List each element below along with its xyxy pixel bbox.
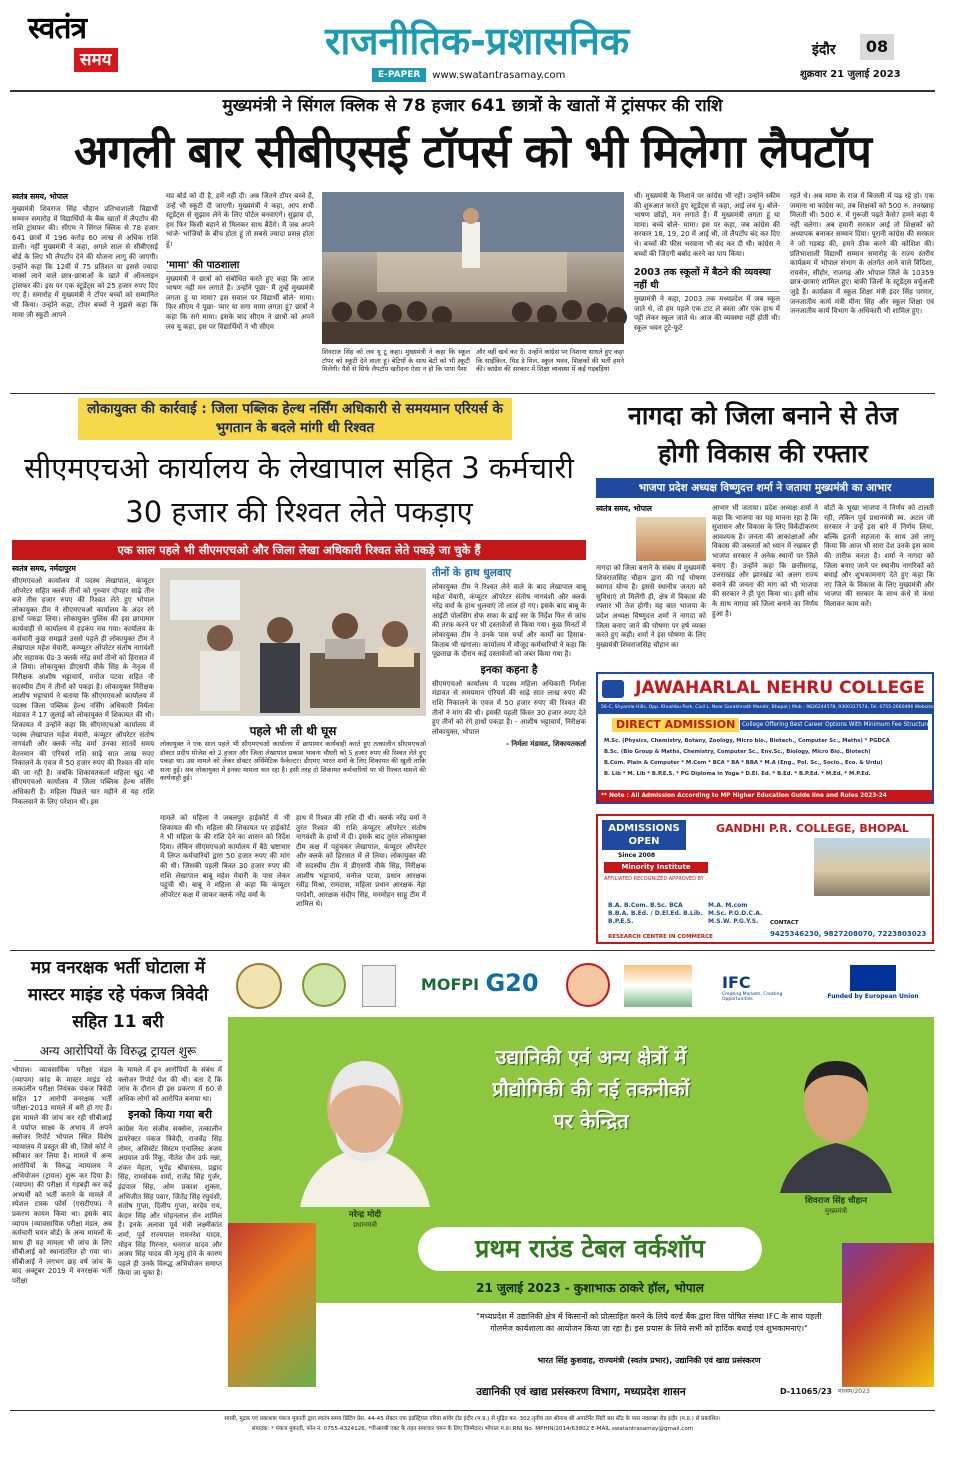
vyapam-col2-subhead: इनको किया गया बरी [128,1108,212,1122]
g20-logo: G20 [485,969,539,997]
bribe-side-col [432,566,586,944]
lead-photo-caption-b: और वहीं खर्च कर दें। उन्होंने कांग्रेस पर निशाना साधते हुए कहा कि साईकिल, मिड डे मिल, स्कूल भवन, शिक्षकों की भर्ती हमने की। कांग्रेस की सरकार में शिक्षा व्यवस्था में कई गड़बड़ियां [476,348,624,374]
nagda-banner-text: भाजपा प्रदेश अध्यक्ष विष्णुदत्त शर्मा ने जताया मुख्यमंत्री का आभार [638,482,892,494]
bribe-col3-text: मामले को महिला ने जबलपुर हाईकोर्ट में भी शिकायत की थी। महिला की शिकायत पर हाईकोर्ट ने भी महिला के की राशि देने का शासन को निर्देश दिया। लेकिन सीएमएचओ कार्यालय में बैठे भ्रष्टाचार में लिप्त कर्मचारियों द्वारा 50 हजार रुपए की मांग की थी। जिसकी पहली किस्त 30 हजार रुपए की राशि लेखापाल बाबू महेश मेवारी के पास लेकर पहुंची थी। बाबू ने महिला से कहा कि कंप्यूटर ऑपरेटर कक्ष में जाकर क्लर्क नरेंद्र वर्मा के [160,814,290,899]
bribe-side-title-2: इनका कहना है [480,663,538,676]
event-banner [418,1227,762,1271]
bribe-side-text: लोकायुक्त टीम ने रिश्वत लेने वाले के बाद लेखापाल बाबू महेश मेवारी, कंप्यूटर ऑपरेटर संतोष नागवंशी और क्लर्क नरेंद्र वर्मा के हाथ धुलवाएं तो लाल हो गए। इसके बाद बाबू के आईटी पोलसिंग सेफ सफा के ढाई सर के निर्देश फिर से जांच की तरफ़ करने पर भी दस्तावेजों से किया गया। कुछ मिनटों में लोकायुक्त टीम ने उनके पास चर्चा और कार्यों का हिसाब-किताब भी खंगाला। कार्यालय में मौजूद कर्मचारियों ने कहा कि पूछताछ के दौरान कई दस्तावेजों को जब्त किया गया है। [432,583,586,659]
gandhi-admissions-tag: ADMISSIONS OPEN [602,820,686,850]
modi-name: नरेन्द्र मोदी [348,1210,382,1220]
bribe-col-1 [12,564,154,944]
gandhi-contact-label: CONTACT [770,920,799,926]
cm-portrait [776,1043,896,1193]
gandhi-research: RESEARCH CENTRE IN COMMERCE [608,934,713,940]
office-scene [160,568,426,716]
modi-portrait [290,1037,440,1207]
city-label: इंदौर [812,42,836,58]
page-number: 08 [860,34,894,60]
lead-col-5 [634,192,780,392]
section-title: राजनीतिक-प्रशासनिक [324,19,630,63]
bribe-banner [12,540,586,560]
imprint-line-2: संपादक: * पंकज मुकाती, फोन नं. 0755-4324126, *पीआरबी एक्ट के तहत समाचार चयन के लिए जिम्मेदार। भोपाल म.प्र। RNI No. MPHIN/2014/63802 E-MAIL swatantrasamay@gmail.com [251,1426,694,1432]
event-date-venue: 21 जुलाई 2023 - कुशाभाऊ ठाकरे हॉल, भोपाल [476,1281,704,1295]
lead-col-2 [166,192,314,392]
nagda-col-2 [712,504,818,664]
gandhi-name: GANDHI P.R. COLLEGE, BHOPAL [716,822,909,835]
jnc-courses: M.Sc. (Physics, Chemistry, Botany, Zoology, Micro bio., Biotech., Computer Sc., Maths) * PGDCA B.Sc. (Bio Group & Maths, Chemistry, Computer Sc., Env.Sc., Biology, Micro Bio., Biotech) B.Com. Plain & Computer * M.Com * BCA * BA * BBA * M.A (Eng., Pol. Sc., Socio., Eco. & Urdu) B. Lib * M. Lib * B.P.E.S. * PG Diploma in Yoga * D.El. Ed. * B.Ed. * B.P.Ed. * M.Ed. * M.P.Ed. [604,738,890,777]
bribe-col1-text: सीएमएचओ कार्यालय में पदस्थ लेखापाल, कंप्यूटर ऑपरेटर सहित क्लर्क तीनों को गुरुवार दोपहर साढ़े तीन बजे तीस हजार रुपए की रिश्वत लेते हुए भोपाल लोकायुक्त टीम ने सीएमएचओ कार्यालय के अंदर रंगे हाथों पकड़ा लिया। लोकायुक्त पुलिस की इस छापामार कार्यवाही से कार्यालय में हड़कंप मच गया। कार्यालय के कर्मचारी कुछ समझते उससे पहले ही लोकायुक्त टीम ने लेखापाल महेश मेवारी, कम्प्यूटर ऑपरेटर संतोष नागवंशी और सहायक ग्रेड-3 क्लर्क नरेंद्र वर्मा तीनों को हिरासत में ले लिया। लोकायुक्त डीएसपी वीके सिंह के नेतृत्व में निरीक्षक आशीष भट्टाचार्य, मनोज पटवा सहित नौ सदस्यीय टीम ने तीनों को पकड़ा है। लोकायुक्त निरीक्षक आशीष भट्टाचार्य ने बताया कि सीएमएचओ कार्यालय में पदस्थ जिला पब्लिक हेल्थ नर्सिंग अधिकारी निर्मला मंडावत ने 17 जुलाई को लोकायुक्त में शिकायत की थी। शिकायत में उन्होंने कहा कि सीएमएचओ कार्यालय में पदस्थ लेखापाल महेश मेवारी, कंप्यूटर ऑपरेटर संतोष नागवंशी और क्लर्क नरेंद्र वर्मा उनका सातवें समय वेतनमान की एरियर्स राशि साढ़े सात लाख रुपए निकालने के एवज में 50 हजार रुपए की रिश्वत की मांग की जा रही है। जबकि शिकायतकर्ता महिला खुद भी सीएमएचओ कार्यालय में जिला पब्लिक हेल्थ नर्सिंग अधिकारी हैं। महिला पिछले चार महीने से यह राशि निकलवाने के लिए परेशान थी। इस [12,577,154,806]
vyapam-col-1 [12,1066,112,1406]
bribe-headline: सीएमएचओ कार्यालय के लेखापाल सहित 3 कर्मचारी 30 हजार की रिश्वत लेते पकड़ाए [24,451,574,529]
lead-col2a-text: मप्र बोर्ड को दी है, हमें नहीं दी। अब जितने टॉपर बच्चे हैं, उन्हें भी स्कूटी दी जाएगी। मुख्यमंत्री ने कहा, आप सभी स्टूडेंट्स से सुझाव लेने के लिए पोर्टल बनवाएंगे। सुझाव दो, हम फिर किसी बहाने से मिलकर साथ बैठेंगे। मैं जब अपने भांजे- भांजियों के बीच होता हूं तो सबसे ज्यादा प्रसन्न होता हूं। [166,192,314,248]
minister-line: भारत सिंह कुशवाह, राज्यमंत्री (स्वतंत्र प्रभार), उद्यानिकी एवं खाद्य प्रसंस्करण [537,1356,761,1365]
gov-code: D-11065/23 [780,1387,832,1396]
gandhi-since: Since 2008 [618,852,656,859]
cm-name: शिवराज सिंह चौहान [804,1196,868,1206]
bribe-col-3 [160,814,290,944]
imprint-line-1: स्वामी, मुद्रक एवं प्रकाशक पंकज मुकाती द्वारा स्वतंत्र समय प्रिंटिंग प्रेस, 44-45 सेक्टर एफ इंडस्ट्रियल एरिया सांवेर रोड इंदौर (म.प्र.) से मुद्रित कर, 302 तृतीय तल श्रीनाथ श्री अपार्टमेंट सिटी बस स्टैंड के पास नवलखा रोड इंदौर (म.प्र.) से प्रकाशित। [224,1416,721,1422]
lead-col-6 [790,192,934,392]
india-emblem-logo [362,965,396,1007]
lead-col6-text: रहते थे। अब मामा के राज में बिजली में पढ़ रहे हो। एक जमाना था कांग्रेस का, तब शिक्षकों को 500 रु. तनख्वाह मिलती थी। 500 रु. में गुरूजी पढ़ते कैसे? हमने कहा ये नहीं चलेगा। अब हमारी सरकार आई तो शिक्षकों को अध्यापक बनाकर सम्मान दिया। पूरानी कांग्रेस की सरकार ने जो गड़बड़ की, हमने ठीक करने की कोशिश की। प्रतिभाशाली विद्यार्थी सम्मान समारोह के राज्य स्तरीय कार्यक्रम में भोपाल संभाग के अंतर्गत आने वाले विदिशा, रायसेन, सीहोर, राजगढ़ और भोपाल जिले के 10359 छात्र-छात्राएं शामिल हुए। बाकी जिलों के स्टूडेंट्स वर्चुअली जुड़े हैं। कार्यक्रम में स्कूल शिक्षा मंत्री इंदर सिंह परमार, जनजातीय कार्य मंत्री मीना सिंह और स्कूल शिक्षा एवं जनजातीय कार्य विभाग के अधिकारी भी शामिल हुए। [790,192,934,316]
brand-logo [28,12,156,82]
gandhi-building-photo [814,838,930,896]
lead-col2-subhead: 'मामा' की पाठशाला [166,257,239,272]
lead-col1-text: मुख्यमंत्री शिवराज सिंह चौहान प्रतिभाशाली विद्यार्थी सम्मान समारोह में विद्यार्थियों के बैंक खातों में लैपटॉप की राशि ट्रांसफर की। सीएम ने सिंगल क्लिक से 78 हजार 641 छात्रों में 196 करोड़ 60 लाख से अधिक राशि डाली। नहीं मुख्यमंत्री ने कहा, अगले साल से सीबीएसई बोर्ड के लिए भी लैपटॉप देने की योजना लागू की जाएगी। उन्होंने कहा कि 12वीं में 75 प्रतिशत या इससे ज्यादा मार्क्स लाने वाले छात्र-छात्राओं के खाते में ऑनलाइन ट्रांसफर की। इस पर एक स्टूडेंट्स को 25 हजार रुपए दिए गए हैं। समारोह में मुख्यमंत्री ने टॉपर बच्चों को सम्मानित भी किया। उन्होंने कहा, टॉपर बच्चों ने मुझसे कहा कि मामा जी स्कूटी आपने [12,205,158,319]
bribe-banner-text: एक साल पहले भी सीएमएचओ और जिला लेखा अधिकारी रिश्वत लेते पकड़े जा चुके हैं [117,543,481,557]
brand-top: स्वतंत्र [28,11,87,46]
modi-title: प्रधानमंत्री [353,1221,377,1229]
nagda-col2-text: आभार भी जताया। प्रदेश अध्यक्ष शर्मा ने कहा कि भाजपा का यह मानना रहा है कि सुशासन और विकास के लिए विकेंद्रीकरण आवश्यक है। जनता की आकांक्षाओं और विकास की जरूरतों को ध्यान में रखकर ही भाजपा सरकार ने अनेक स्थानों पर जिले बनाए हैं। उन्होंने कहा कि छत्तीसगढ़, उत्तराखंड और झारखंड को अलग राज्य बनाने की जनता की मांग को भी भाजपा की सरकार ने ही पूरा किया था। इसी सोच के साथ नागदा को जिला बनाने का निर्णय हुआ है। [712,504,818,618]
lead-headline: अगली बार सीबीएसई टॉपर्स को भी मिलेगा लैपटॉप [74,125,871,178]
lead-bottom-rule [10,393,935,394]
vyapam-col1-text: भोपाल। व्यावसायिक परीक्षा मंडल (व्यापम) कांड के मास्टर माइंड रहे तत्कालीन परीक्षा नियंत्रक पंकज त्रिवेदी सहित 17 आरोपी वनरक्षक भर्ती परीक्षा-2013 मामले में बरी हो गए हैं। इस मामले की जांच कर रही सीबीआई ने पर्याप्त साक्ष्य के अभाव में अपने क्लोजर रिपोर्ट भोपाल स्थित विशेष न्यायालय में प्रस्तुत की थी, जिसे कोर्ट ने स्वीकार कर लिया है। मामले में अन्य आरोपियों के विरुद्ध न्यायालय ने अभियोजन (ट्रायल) शुरू कर दिया है। (व्यापम) की परीक्षा में गड़बड़ी कर कई अभ्यर्थी को भर्ती कराने के मामले में स्पेशल टास्क फोर्स (एसटीएफ) ने प्रकरण कायम किया था। इसके बाद व्यापम (व्यावसायिक परीक्षा मंडल, अब कर्मचारी चयन बोर्ड) के अन्य मामलों के साथ ही यह मामला भी जांच के लिए सीबीआई को स्थानांतरित हो गया था। सीबीआई ने लगभग छह वर्ष जांच के बाद अक्टूबर 2019 में वनरक्षक भर्ती परीक्षा [12,1066,112,1286]
mp-horticulture-logo [566,963,610,1007]
vyapam-headline: मप्र वनरक्षक भर्ती घोटाला में मास्टर माइंड रहे पंकज त्रिवेदी सहित 11 बरी [27,958,209,1032]
lead-col2b-text: मुख्यमंत्री ने छात्रों को संबोधित करते हुए कहा कि आज भाषण नहीं मन लगाते हैं। उन्होंने पूछा- मैं तुम्हें मुख्यमंत्री लगता हूं या मामा? इस सवाल पर विद्यार्थी बोले- मामा। फिर सीएम ने पूछा- प्यार या सगा मामा लगता हूं? छात्रों ने कहा कि सगे मामा। इसके बाद सीएम ने छात्रों को अपने लव यू कहा, इस पर विद्यार्थियों ने भी सीएम [166,274,314,331]
gandhi-minority: Minority Institute [604,862,708,873]
nagda-banner [596,478,934,498]
bribe-kicker-text: लोकायुक्त की कार्रवाई : जिला पब्लिक हेल्थ नर्सिंग अधिकारी से समयमान एरियर्स के भुगतान के बदले मांगी थी रिश्वत [87,401,503,436]
vyapam-col2b-text: कांग्रेस नेता संजीव सक्सेना, तत्कालीन डायरेक्टर पंकज त्रिवेदी, राजवेंद्र सिंह तोमर, असिस्टेंट सिस्टम एनालिस्ट अजय अग्रवाल उर्फ रिंकू, नीतेश जैन उर्फ नन्ना, शंकर मेहता, भूपेंद्र श्रीवास्तव, प्रह्लाद सिंह, रामसेवक शर्मा, राजेंद्र सिंह गुर्जर, इंद्रपाल सिंह, ओम प्रकाश शुक्ला, अभिजीत सिंह पवार, जितेंद्र सिंह रघुवंशी, संतोष गुप्ता, दिलीप गुप्ता, वरदेव राय, केदार सिंह और मोहनलाल सेन शामिल हैं। इनके अलावा पूर्व मंत्री लक्ष्मीकांत शर्मा, पूर्व राज्यपाल रामनरेश यादव, मोहन सिंह गिरनार, धनराज यादव और अजय सिंह यादव की मृत्यु होने के कारण पहले ही उनके विरुद्ध अभियोजन समाप्त किया जा चुका है। [118,1125,222,1278]
bribe-col-4 [296,814,426,944]
gov-quote: "मध्यप्रदेश में उद्यानिकी क्षेत्र में किसानों को प्रोत्साहित करने के लिये वर्ल्ड बैंक द्वारा वित्त पोषित संस्था IFC के साथ पहली गोलमेज कार्यशाला का आयोजन किया जा रहा है। इस प्रयास के लिये सभी को हार्दिक बधाई एवं शुभकामनाएं।" [476,1312,822,1333]
nagda-headline-1: नागदा को जिला बनाने से तेज [627,401,899,430]
lead-photo-caption-a: शिवराज सिंह को लव यू टू कहा। मुख्यमंत्री ने कहा कि स्कूल टॉपर को स्कूटी देने वाला हूं। बेटियों के साथ बेटों को भी स्कूटी मिलेगी। पैसे से सिर्फ लैपटॉप खरीदना ऐसा न हो कि पापा पैसा [322,348,470,374]
crowd-scene [322,192,624,344]
gandhi-affil: AFFILIATED RECOGNIZED APPROVED BY [604,876,704,882]
lead-col5a-text: थीं। मुख्यमंत्री के निशाने पर कांग्रेस भी रही। उन्होंने स्कीम की शुरुआत करते हुए स्टूडेंट्स से कहा, आई लव यू। बोले- भाषण छोड़ो, मन लगाते हैं। मैं मुख्यमंत्री लगता हूं या मामा। बच्चे बोले- मामा। इस पर कहा, जब कांग्रेस की सरकार 18, 19, 20 में आई थी, तो लैपटॉप बंद कर दिए थे। बच्चों की फीस भरवाना भी बंद कर दी थी। कांग्रेस ने बच्चों की जिंदगी बर्बाद करने का पाप किया। [634,192,780,258]
bribe-side-text-2: सीएमएचओ कार्यालय में पदस्थ महिला अधिकारी निर्मला मंडावत से समयमान एरियर्स की साढ़े सात लाख रुपए की राशि निकालने के एवज में 50 हजार रुपए की रिश्वत की तीनों ने मांग की थी। इसकी पहली किस्त 30 हजार रुपए देते हुए तीनों को रंगे हाथों पकड़ा है। - आशीष भट्टाचार्य, निरीक्षक लोकायुक्त, भोपाल [432,679,586,736]
bribe-photo [160,568,426,716]
jnc-name: JAWAHARLAL NEHRU COLLEGE [635,678,925,698]
mid-rule [10,950,935,951]
jnc-offer: College Offering Best Career Options With Minimum Fee Structure [742,722,930,728]
gov-issued: माध्यम/2023 [838,1388,870,1395]
chtc-logo [302,963,346,1007]
ifc-logo: IFC Creating Markets, Creating Opportunities [722,973,783,1002]
bribe-col4-text: हाथ में रिश्वत की राशि दी थी। क्लर्क नरेंद्र वर्मा ने तुरंत रिश्वत की राशि कंप्यूटर ऑपरेटर संतोष नागवंशी के हाथों में दी। इसके बाद तुरंत लोकायुक्त टीम कक्ष में पहुंचकर लेखापाल, कंप्यूटर ऑपरेटर और क्लर्क को हिरासत में ले लिया। लोकायुक्त की नौ सदस्यीय टीम में डीएसपी वीके सिंह, निरीक्षक आशीष भट्टाचार्य, मनोज पटवा, प्रधान आरक्षक रवींद्र मिश्रा, रामदास, महिला प्रधान आरक्षक नेहा परदेशी, आरक्षक संदीप सिंह, मनमोहन साहू टीम में शामिल थे। [296,814,426,909]
lead-photo [322,192,624,344]
masthead [0,0,945,90]
epaper-label: E-PAPER [372,68,426,82]
gandhi-ad[interactable] [596,814,934,944]
mp-govt-logo [236,963,282,1009]
vyapam-sub: अन्य आरोपियों के विरुद्ध ट्रायल शुरू [14,1042,222,1061]
lead-byline: स्वतंत्र समय, भोपाल [12,192,68,201]
event-title: प्रथम राउंड टेबल वर्कशॉप [475,1234,705,1263]
masthead-rule [10,90,935,92]
bribe-photo-caption-title: पहले भी ली थी घूस [249,724,337,738]
jnc-ad[interactable] [596,672,973,804]
vyapam-col-2 [118,1066,222,1406]
gov-ad[interactable] [228,955,934,1405]
gov-ad-tagline: उद्यानिकी एवं अन्य क्षेत्रों में प्रौद्योगिकी की नई तकनीकों पर केन्द्रित [492,1045,690,1133]
website-link[interactable]: www.swatantrasamay.com [432,69,566,81]
bribe-kicker [78,398,512,440]
produce-image-right [842,1243,934,1387]
bribe-side-sign: - निर्मला मंडावत, शिकायतकर्ता [506,740,586,749]
bribe-photo-caption: लोकायुक्त ने एक साल पहले भी सीएमएचओ कार्यालय में छापामार कार्यवाही करते हुए तत्कालीन सीएमएचओ डॉक्टर प्रदीप मोजेश को 2 हजार और जिला लेखापाल प्रकाश भावना चौधरी को 5 हजार रुपए की रिश्वत लेते हुए पकड़ा था। उस मामले को लेकर डॉक्टर अर्थिमेटिक फैकेल्टर। डीएमए भारत शर्मा के लिए शिकायत की खुली ताकि सजा हुई। अब लोकायुक्त में इनका मामला चल रहा है। इसी तरह दो शिकायत कर्मचारियों पर भी रिश्वत मामले की कार्यवाही हुई। [160,740,426,782]
mofpi-logo: MOFPI [420,975,480,994]
nagda-headline-2: होगी विकास की रफ्तार [658,439,868,468]
gov-dept: उद्यानिकी एवं खाद्य प्रसंस्करण विभाग, मध्यप्रदेश शासन [476,1386,686,1398]
nagda-col1-text: नागदा को जिला बनाने के संबंध में मुख्यमंत्री शिवराजसिंह चौहान द्वारा की गई घोषणा स्वागत योग्य है। इससे स्थानीय जनता को सुविधाएं तो मिलेंगी ही, क्षेत्र में विकास की रफ्तार भी तेज होगी। यह बात भाजपा के प्रदेश अध्यक्ष विष्णुदत्त शर्मा ने नागदा को जिला बनाए जाने की घोषणा पर हर्ष व्यक्त करते हुए कही। शर्मा ने इस घोषणा के लिए मुख्यमंत्री शिवराजसिंह चौहान का [596,564,706,649]
lead-kicker: मुख्यमंत्री ने सिंगल क्लिक से 78 हजार 641 छात्रों के खातों में ट्रांसफर की राशि [222,96,723,116]
vyapam-col2a-text: के मामले में इन आरोपियों के संबंध में क्लोजर रिपोर्ट पेश की थी। बता दें कि जांच के दौरान ही इस प्रकरण में 60 से अधिक लोगों को आरोपित बनाया था। [118,1066,222,1103]
brand-bottom: समय [74,48,118,72]
nagda-col-3 [824,504,934,664]
jnc-address: 56-C, Shyamla Hills, Opp. Khushbu Park, Civil L. Near Gorakhnath Mandir, Bhopal | Mob : 9826244578, 9300317574, Tel. 0755-2660496 Website: www.jncbpl.com [598,702,932,714]
footer-rule [10,1410,935,1411]
jnc-note: ** Note : All Admission According to MP Higher Education Guide line and Rules 2023-24 [598,790,932,802]
nagda-byline: स्वतंत्र समय, भोपाल [596,504,652,513]
bribe-side-title: तीनों के हाथ धुलवाए [432,567,512,579]
gandhi-courses-a: B.A. B.Com. B.Sc. BCA B.B.A. B.Ed. / D.El.Ed. B.Lib. B.P.E.S. [608,902,703,925]
cm-title: मुख्यमंत्री [824,1207,848,1215]
bribe-byline: स्वतंत्र समय, नर्मदापुरम [12,564,76,573]
eu-flag [850,965,896,991]
produce-image-left [228,1223,316,1387]
lead-col5-subhead: 2003 तक स्कूलों में बैठने की व्यवस्था नहीं थी [634,265,780,292]
lead-col-1 [12,192,158,392]
imprint [12,1414,933,1440]
gov-ad-logos [228,955,934,1015]
jnc-direct-admission: DIRECT ADMISSION [612,718,739,732]
azadi-amrit-mahotsav-logo [624,965,692,1007]
gov-ad-body [228,1017,934,1387]
lead-col5b-text: मुख्यमंत्री ने कहा, 2003 तक मध्यप्रदेश में जब स्कूल जाते थे, तो हम पहले एक टाट ले बस्ता और एक हाथ में पट्टी लेकर स्कूल जाते थे। आज की व्यवस्था नहीं होती थी। स्कूल भवन टूटे-फूटे [634,295,780,332]
epaper-bar [372,68,672,82]
nagda-portrait [636,517,706,561]
nagda-col-1 [596,504,706,664]
gandhi-courses-b: M.A. M.com M.Sc. P.G.D.C.A. M.S.W. P.G.Y.S. [708,902,763,925]
jnc-logo [602,680,624,698]
gandhi-phones[interactable]: 9425346230, 9827208070, 7223803023 [770,930,927,938]
gov-quote-panel [228,1303,934,1387]
nagda-col3-text: वोटों के भूखा भाजपा ने निर्णय को टालती रही, लेकिन पूर्व प्रधानमंत्री स्व. अटल जी सरकार ने उन्हें इस बारे में निर्णय लिया, बल्कि इतनी सहजता के साथ उसे लागू किया कि आज भी सारा देश उनके इस काम की तारीफ करता है। शर्मा ने नागदा को जिला बनाए जाने पर स्थानीय नागरिकों को बधाई और शुभकामनाएं देते हुए कहा कि नए जिले के विकास के लिए मुख्यमंत्री और भाजपा की सरकार के साथ कंधे से कंधा मिलाकर काम करें। [824,504,934,608]
eu-logo: Funded by European Union [818,965,928,1009]
issue-date: शुक्रवार 21 जुलाई 2023 [800,69,901,80]
